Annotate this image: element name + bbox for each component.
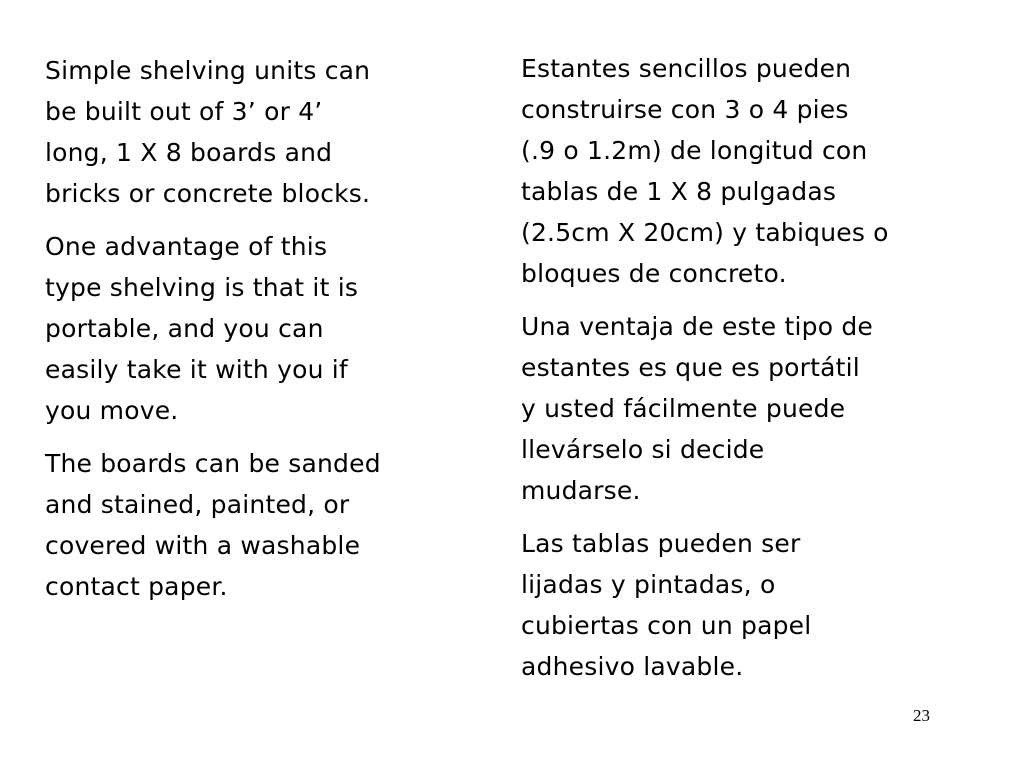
slide-number: 23 [913, 706, 930, 725]
spanish-paragraph-shelving-units: Estantes sencillos pueden construirse con 3 o 4 pies (.9 o 1.2m) de longitud con tablas de 1 X 8 pulgadas (2.5cm X 20cm) y tabiques o bloques de concreto. [521, 54, 889, 288]
english-paragraph-advantage: One advantage of this type shelving is that it is portable, and you can easily take it with you if you move. [45, 232, 359, 425]
spanish-paragraph-finishing: Las tablas pueden ser lijadas y pintadas, o cubiertas con un papel adhesivo lavable. [521, 529, 812, 681]
english-paragraph-shelving-units: Simple shelving units can be built out of 3’ or 4’ long, 1 X 8 boards and bricks or concrete blocks. [45, 56, 371, 208]
spanish-paragraph-advantage: Una ventaja de este tipo de estantes es que es portátil y usted fácilmente puede llevárselo si decide mudarse. [521, 312, 874, 505]
english-column [45, 50, 475, 619]
spanish-column [521, 48, 991, 699]
english-paragraph-finishing: The boards can be sanded and stained, painted, or covered with a washable contact paper. [45, 449, 381, 601]
